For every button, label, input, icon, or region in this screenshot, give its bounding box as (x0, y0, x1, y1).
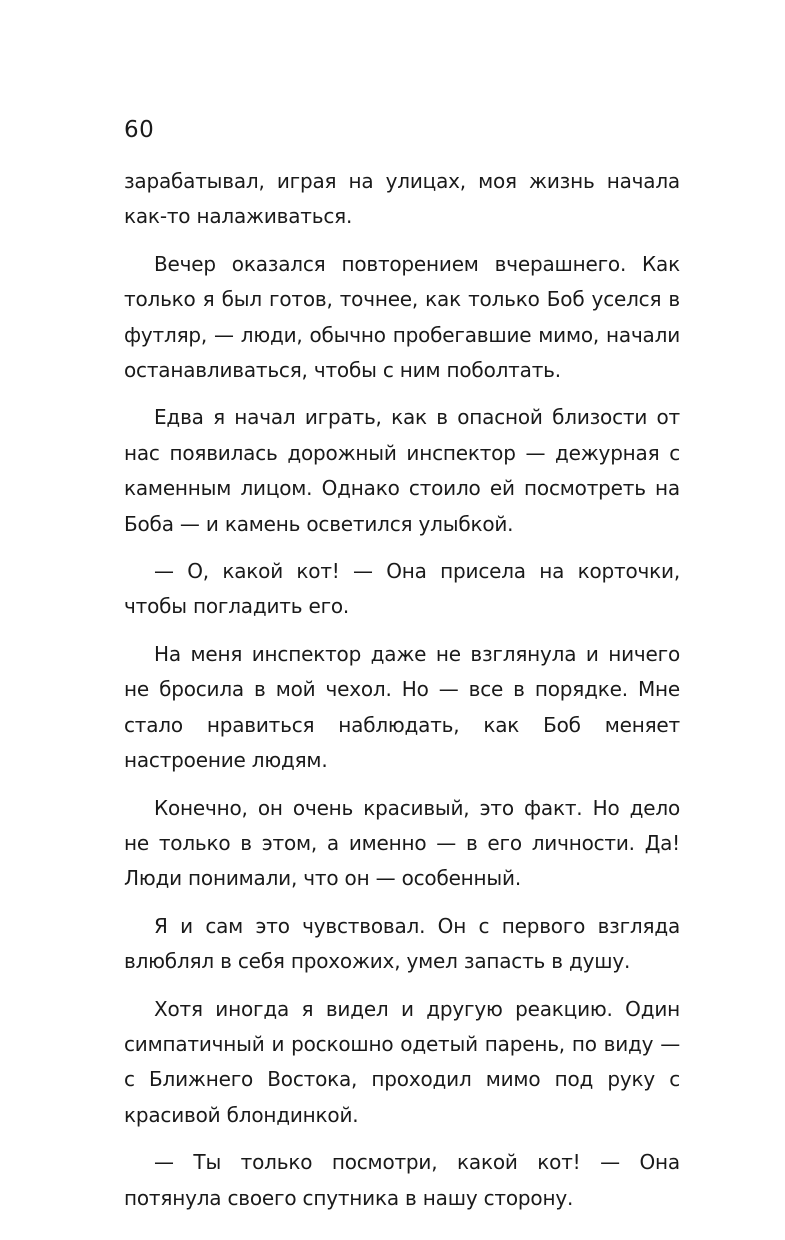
paragraph: зарабатывал, играя на улицах, моя жизнь начала как-то налаживаться. (124, 169, 680, 229)
paragraph: Хотя иногда я видел и другую реакцию. Один симпатичный и роскошно одетый парень, по виду — с Ближнего Востока, проходил мимо под руку с красивой блондинкой. (124, 996, 680, 1127)
page-number: 60 (124, 117, 155, 143)
paragraph: Я и сам это чувствовал. Он с первого взгляда влюблял в себя прохожих, умел запасть в душу. (124, 913, 680, 974)
paragraph: — О, какой кот! — Она присела на корточки, чтобы погладить его. (124, 559, 680, 619)
paragraph: Вечер оказался повторением вчерашнего. Как только я был готов, точнее, как только Боб уселся в футляр, — люди, обычно пробегавшие мимо, начали останавливаться, чтобы с ним поболтать. (124, 251, 680, 383)
paragraph: Конечно, он очень красивый, это факт. Но дело не только в этом, а именно — в его личности. Да! Люди понимали, что он — особенный. (124, 795, 680, 891)
paragraph: На меня инспектор даже не взглянула и ничего не бросила в мой чехол. Но — все в порядке. Мне стало нравиться наблюдать, как Боб меняет настроение людям. (124, 641, 680, 773)
paragraph: Едва я начал играть, как в опасной близости от нас появилась дорожный инспектор — дежурная с каменным лицом. Однако стоило ей посмотреть на Боба — и камень осветился улыбкой. (124, 405, 680, 536)
body-text (124, 164, 680, 1216)
paragraph: — Ты только посмотри, какой кот! — Она потянула своего спутника в нашу сторону. (124, 1150, 680, 1210)
